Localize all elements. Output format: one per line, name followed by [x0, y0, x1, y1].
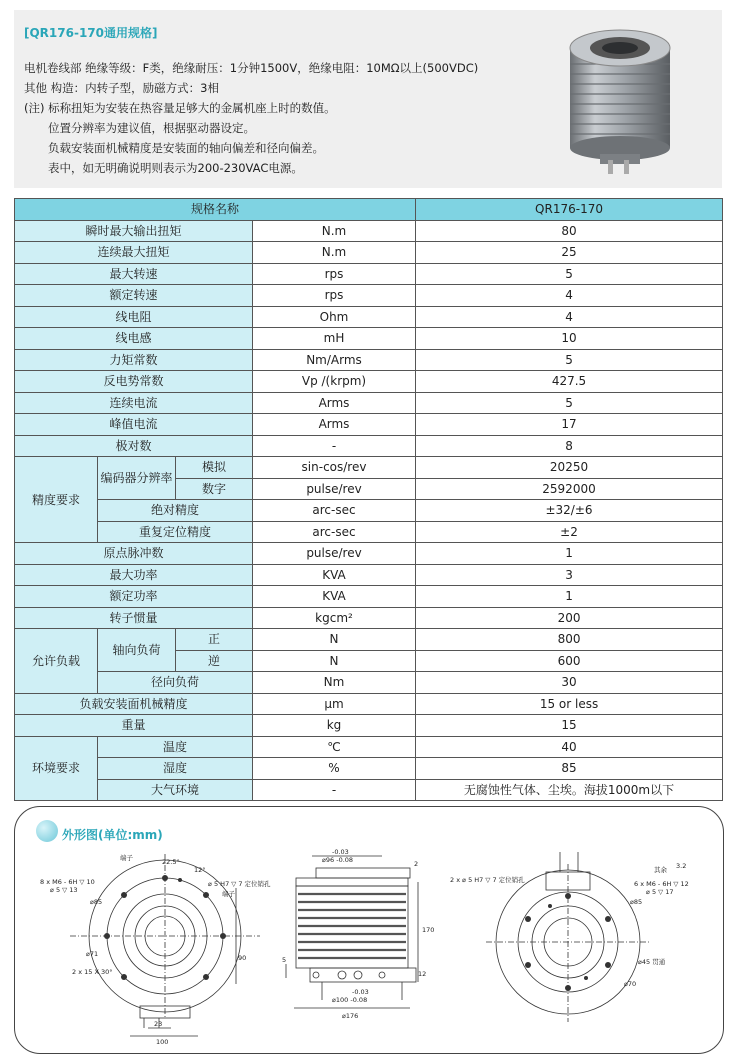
back-label-4: 6 x M6 - 6H ▽ 12: [634, 880, 689, 888]
row-value: 8: [416, 435, 723, 457]
header-spec-name: 规格名称: [15, 199, 416, 221]
side-label-7: -0.03: [352, 988, 369, 996]
header-model: QR176-170: [416, 199, 723, 221]
front-label-2: 22.5°: [162, 858, 180, 866]
table-row: [15, 736, 723, 758]
row-name: 逆: [176, 650, 253, 672]
front-label-9: ⌀71: [86, 950, 99, 958]
spec-title: [QR176-170通用规格]: [24, 26, 158, 40]
row-name: 绝对精度: [98, 500, 253, 522]
header-line-note2: 位置分辨率为建议值，根据驱动器设定。: [48, 121, 255, 135]
row-unit: -: [253, 779, 416, 801]
row-unit: sin-cos/rev: [253, 457, 416, 479]
row-name: 额定转速: [15, 285, 253, 307]
row-unit: pulse/rev: [253, 478, 416, 500]
row-unit: µm: [253, 693, 416, 715]
front-label-6: ⌀ 5 H7 ▽ 7 定位销孔: [208, 880, 271, 888]
table-row: [15, 306, 723, 328]
drawing-title: 外形图(单位:mm): [62, 828, 163, 842]
side-label-3: 2: [414, 860, 419, 868]
row-unit: rps: [253, 263, 416, 285]
row-name: 转子惯量: [15, 607, 253, 629]
row-value: 40: [416, 736, 723, 758]
row-name: 重量: [15, 715, 253, 737]
row-value: 17: [416, 414, 723, 436]
group-precision: 精度要求: [15, 457, 98, 543]
side-label-2: ⌀96 -0.08: [322, 856, 354, 864]
table-row: [15, 349, 723, 371]
row-name: 模拟: [176, 457, 253, 479]
table-row: [15, 693, 723, 715]
row-value: ±32/±6: [416, 500, 723, 522]
row-unit: Arms: [253, 392, 416, 414]
back-label-8: ⌀70: [624, 980, 637, 988]
row-name: 数字: [176, 478, 253, 500]
row-name: 力矩常数: [15, 349, 253, 371]
table-row: [15, 779, 723, 801]
back-label-1: 其余: [654, 866, 667, 874]
row-unit: ℃: [253, 736, 416, 758]
table-row: [15, 543, 723, 565]
row-unit: N.m: [253, 242, 416, 264]
row-name: 额定功率: [15, 586, 253, 608]
table-row: [15, 414, 723, 436]
back-label-3: 2 x ⌀ 5 H7 ▽ 7 定位销孔: [450, 876, 525, 884]
row-value: 10: [416, 328, 723, 350]
row-value: 15: [416, 715, 723, 737]
row-name: 线电阻: [15, 306, 253, 328]
row-unit: Vp /(krpm): [253, 371, 416, 393]
row-value: 5: [416, 392, 723, 414]
row-value: 1: [416, 543, 723, 565]
back-label-6: ⌀85: [630, 898, 643, 906]
header-line-note: (注) 标称扭矩为安装在热容量足够大的金属机座上时的数值。: [24, 101, 336, 115]
row-unit: Nm: [253, 672, 416, 694]
row-unit: %: [253, 758, 416, 780]
row-unit: KVA: [253, 586, 416, 608]
table-row: [15, 220, 723, 242]
table-row: [15, 263, 723, 285]
table-row: [15, 328, 723, 350]
row-name: 大气环境: [98, 779, 253, 801]
row-value: 80: [416, 220, 723, 242]
group-axial: 轴向负荷: [98, 629, 176, 672]
row-unit: Nm/Arms: [253, 349, 416, 371]
row-value: 4: [416, 306, 723, 328]
table-header-row: [15, 199, 723, 221]
group-load: 允许负载: [15, 629, 98, 694]
motor-product-image: [560, 18, 680, 178]
row-unit: N: [253, 629, 416, 651]
row-name: 极对数: [15, 435, 253, 457]
row-value: 800: [416, 629, 723, 651]
table-row: [15, 629, 723, 651]
table-row: [15, 371, 723, 393]
row-name: 瞬时最大输出扭矩: [15, 220, 253, 242]
back-label-5: ⌀ 5 ▽ 17: [646, 888, 674, 896]
row-value: 5: [416, 263, 723, 285]
row-value: 5: [416, 349, 723, 371]
row-name: 连续电流: [15, 392, 253, 414]
row-name: 连续最大扭矩: [15, 242, 253, 264]
row-unit: arc-sec: [253, 500, 416, 522]
row-value: 2592000: [416, 478, 723, 500]
table-row: [15, 285, 723, 307]
row-value: ±2: [416, 521, 723, 543]
table-row: [15, 607, 723, 629]
row-value: 200: [416, 607, 723, 629]
row-value: 85: [416, 758, 723, 780]
front-label-7: 端子: [222, 890, 235, 898]
table-row: [15, 564, 723, 586]
row-value: 4: [416, 285, 723, 307]
table-row: [15, 392, 723, 414]
table-row: [15, 586, 723, 608]
side-label-8: ⌀100 -0.08: [332, 996, 368, 1004]
row-unit: -: [253, 435, 416, 457]
front-label-5: ⌀ 5 ▽ 13: [50, 886, 78, 894]
row-name: 线电感: [15, 328, 253, 350]
row-unit: arc-sec: [253, 521, 416, 543]
table-row: [15, 672, 723, 694]
header-line-structure: 其他 构造：内转子型，励磁方式：3相: [24, 81, 219, 95]
row-value: 20250: [416, 457, 723, 479]
back-view-drawing: [446, 848, 716, 1044]
side-view-drawing: [282, 848, 442, 1044]
row-name: 最大功率: [15, 564, 253, 586]
side-label-4: 170: [422, 926, 435, 934]
row-name: 负载安装面机械精度: [15, 693, 253, 715]
table-row: [15, 242, 723, 264]
front-label-4: 8 x M6 - 6H ▽ 10: [40, 878, 95, 886]
row-unit: rps: [253, 285, 416, 307]
row-value: 1: [416, 586, 723, 608]
row-unit: KVA: [253, 564, 416, 586]
front-label-10: 90: [238, 954, 247, 962]
table-row: [15, 758, 723, 780]
row-value: 427.5: [416, 371, 723, 393]
row-unit: Ohm: [253, 306, 416, 328]
group-encoder: 编码器分辨率: [98, 457, 176, 500]
side-label-1: -0.03: [332, 848, 349, 856]
row-value: 无腐蚀性气体、尘埃。海拔1000m以下: [416, 779, 723, 801]
row-name: 最大转速: [15, 263, 253, 285]
row-unit: Arms: [253, 414, 416, 436]
row-name: 峰值电流: [15, 414, 253, 436]
side-label-9: ⌀176: [342, 1012, 359, 1020]
section-bullet-icon: [36, 820, 58, 842]
front-label-13: 100: [156, 1038, 169, 1044]
front-view-drawing: [40, 848, 290, 1044]
back-label-7: ⌀45 贯通: [638, 958, 666, 966]
front-label-11: 2 x 15 X 30°: [72, 968, 113, 976]
table-row: [15, 500, 723, 522]
row-name: 径向负荷: [98, 672, 253, 694]
front-label-8: ⌀85: [90, 898, 103, 906]
table-row: [15, 521, 723, 543]
side-label-6: 5: [282, 956, 287, 964]
row-name: 重复定位精度: [98, 521, 253, 543]
front-label-3: 12°: [194, 866, 206, 874]
table-row: [15, 457, 723, 479]
row-name: 正: [176, 629, 253, 651]
row-value: 600: [416, 650, 723, 672]
row-unit: kgcm²: [253, 607, 416, 629]
front-label-1: 端子: [120, 854, 133, 862]
header-line-insulation: 电机卷线部 绝缘等级：F类，绝缘耐压：1分钟1500V，绝缘电阻：10MΩ以上(500VDC): [24, 61, 479, 75]
table-row: [15, 435, 723, 457]
table-row: [15, 715, 723, 737]
row-unit: mH: [253, 328, 416, 350]
row-unit: N: [253, 650, 416, 672]
group-environment: 环境要求: [15, 736, 98, 801]
row-name: 湿度: [98, 758, 253, 780]
row-unit: N.m: [253, 220, 416, 242]
row-name: 反电势常数: [15, 371, 253, 393]
row-unit: kg: [253, 715, 416, 737]
back-label-2: 3.2: [676, 862, 687, 870]
side-label-5: 12: [418, 970, 427, 978]
front-label-12: 23: [154, 1020, 163, 1028]
spec-table: [14, 198, 723, 801]
row-name: 原点脉冲数: [15, 543, 253, 565]
row-unit: pulse/rev: [253, 543, 416, 565]
row-value: 3: [416, 564, 723, 586]
row-value: 15 or less: [416, 693, 723, 715]
row-value: 30: [416, 672, 723, 694]
row-name: 温度: [98, 736, 253, 758]
row-value: 25: [416, 242, 723, 264]
header-line-note4: 表中，如无明确说明则表示为200-230VAC电源。: [48, 161, 303, 175]
header-line-note3: 负载安装面机械精度是安装面的轴向偏差和径向偏差。: [48, 141, 324, 155]
